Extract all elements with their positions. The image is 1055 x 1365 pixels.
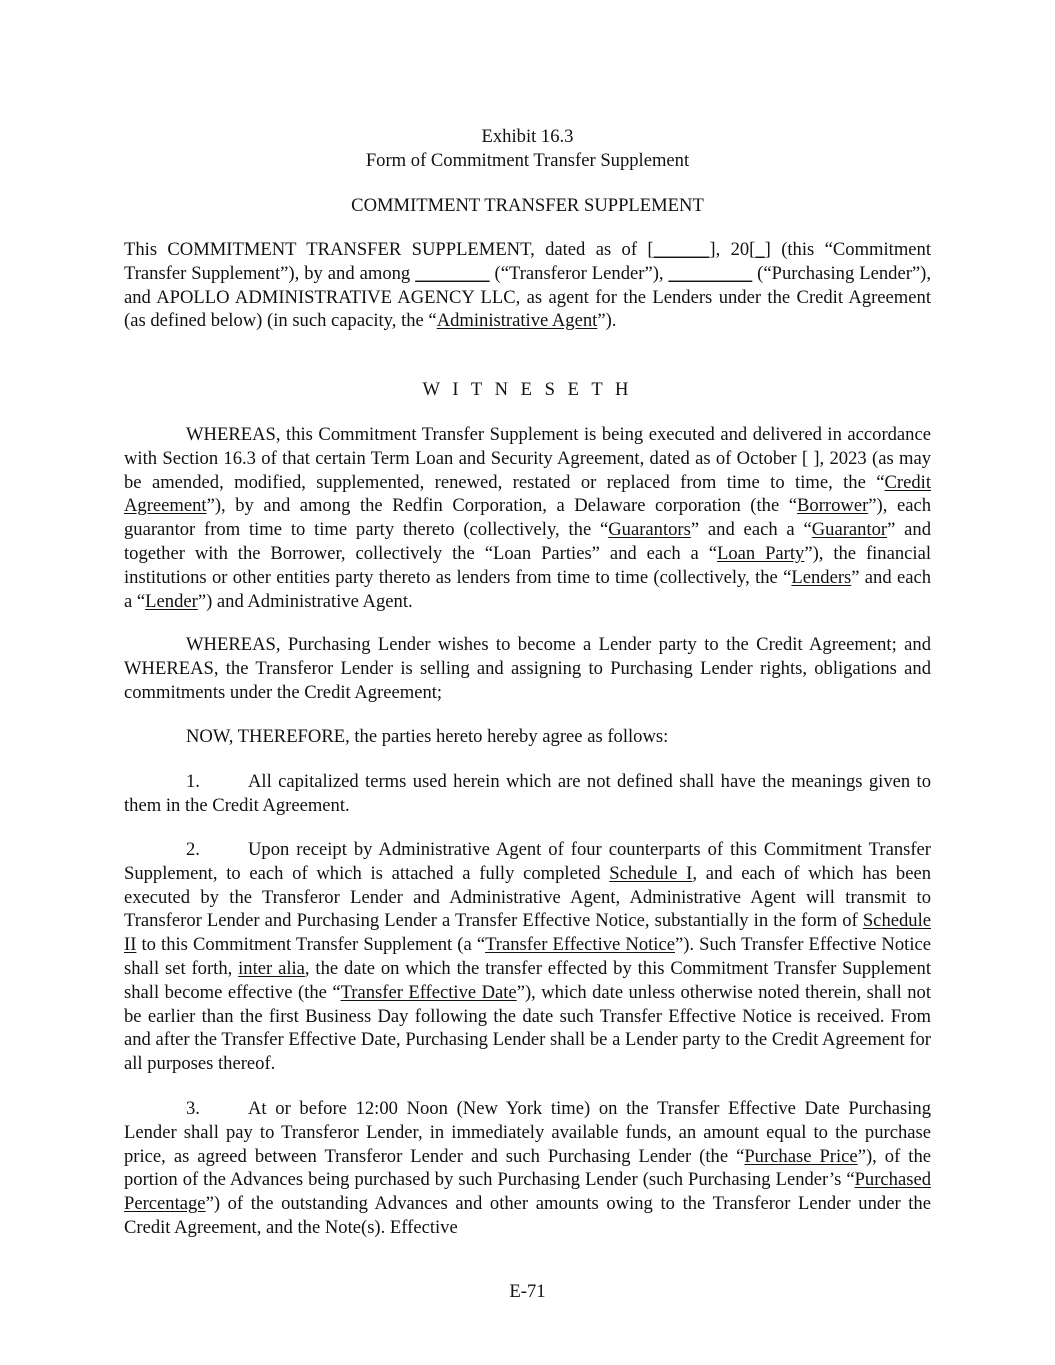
paragraph-text: ”) of the outstanding Advances and other amounts owing to the Transferor Lender under the Credit Agreement, and the Note(s). Effective: [124, 1193, 931, 1238]
year-blank: _: [755, 239, 765, 260]
paragraph-text: ”), the financial institutions or other entities party thereto as lenders from time to time (collectively, the “: [124, 542, 931, 588]
defined-term: Lender: [145, 590, 198, 612]
defined-term: Administrative Agent: [436, 310, 598, 332]
form-title: Form of Commitment Transfer Supplement: [365, 150, 690, 171]
paragraph-text: ” and each a “: [690, 519, 812, 541]
paragraph-text: to this Commitment Transfer Supplement (a “: [136, 934, 486, 956]
paragraph-text: NOW, THEREFORE, the parties hereto hereby agree as follows:: [186, 726, 669, 747]
item-number: 3.: [186, 1098, 200, 1119]
defined-term: Guarantors: [608, 519, 691, 541]
defined-term: Borrower: [797, 495, 869, 517]
witnesseth-heading: W I T N E S E T H: [422, 379, 633, 400]
whereas-paragraph-2: [124, 633, 931, 704]
now-therefore-paragraph: [124, 725, 931, 749]
document-title: COMMITMENT TRANSFER SUPPLEMENT: [351, 195, 704, 216]
paragraph-text: ”) and Administrative Agent.: [197, 590, 413, 612]
paragraph-text: ” and each a “: [124, 566, 932, 612]
numbered-item-1: [124, 770, 931, 818]
defined-term: Loan Party: [716, 542, 805, 564]
intro-text: ], 20[: [709, 239, 756, 260]
whereas-paragraph-1: [124, 423, 931, 613]
paragraph-text: , and each of which has been executed by the Transferor Lender and Administrative Agent, Administrative Agent will transmit to Transferor Lender and Purchasing Lender a Transfer Effective Notice, substantially in the form of: [124, 862, 932, 932]
intro-text: ”).: [597, 310, 617, 332]
purchaser-blank: _________: [668, 262, 753, 284]
item-number: 1.: [186, 771, 200, 792]
intro-text: (“Purchasing Lender”), and APOLLO ADMINISTRATIVE AGENCY LLC, as agent for the Lenders under the Credit Agreement (as defined below) (in such capacity, the “: [124, 262, 931, 332]
paragraph-text: WHEREAS, Purchasing Lender wishes to become a Lender party to the Credit Agreement; and WHEREAS, the Transferor Lender is selling and assigning to Purchasing Lender rights, obligations and commitments under the Credit Agreement;: [124, 634, 931, 703]
exhibit-label: Exhibit 16.3: [481, 126, 574, 147]
numbered-item-2: [124, 838, 931, 1076]
intro-text: This COMMITMENT TRANSFER SUPPLEMENT, dated as of [: [124, 239, 654, 260]
paragraph-text: WHEREAS, this Commitment Transfer Supplement is being executed and delivered in accordance with Section 16.3 of that certain Term Loan and Security Agreement, dated as of October [ ], 2023 (as may be amended, modified, supplemented, renewed, restated or replaced from time to time, the “: [124, 424, 931, 493]
schedule-reference: Schedule II: [124, 910, 931, 956]
defined-term: Purchased Percentage: [124, 1169, 931, 1215]
date-blank: ______: [653, 239, 710, 260]
paragraph-text: ”), by and among the Redfin Corporation, a Delaware corporation (the “: [206, 495, 798, 517]
paragraph-text: ”), each guarantor from time to time party thereto (collectively, the “: [124, 495, 931, 541]
numbered-item-3: [124, 1097, 931, 1240]
paragraph-text: ”), which date unless otherwise noted therein, shall not be earlier than the first Business Day following the date such Transfer Effective Notice is received. From and after the Transfer Effective Date, Purchasing Lender shall be a Lender party to the Credit Agreement for all purposes thereof.: [124, 981, 931, 1075]
paragraph-text: , the date on which the transfer effected by this Commitment Transfer Supplement shall become effective (the “: [124, 957, 931, 1003]
defined-term: Lenders: [791, 566, 852, 588]
latin-term: inter alia: [238, 957, 305, 979]
paragraph-text: All capitalized terms used herein which are not defined shall have the meanings given to them in the Credit Agreement.: [124, 771, 931, 816]
paragraph-text: Upon receipt by Administrative Agent of four counterparts of this Commitment Transfer Supplement, to each of which is attached a fully completed: [124, 839, 931, 884]
paragraph-text: ” and together with the Borrower, collectively the “Loan Parties” and each a “: [124, 519, 931, 564]
paragraph-text: At or before 12:00 Noon (New York time) on the Transfer Effective Date Purchasing Lender shall pay to Transferor Lender, in immediately available funds, an amount equal to the purchase price, as agreed between Transferor Lender and such Purchasing Lender (the “: [124, 1098, 931, 1167]
paragraph-text: ”), of the portion of the Advances being purchased by such Purchasing Lender (such Purchasing Lender’s “: [124, 1145, 931, 1191]
defined-term: Purchase Price: [744, 1145, 858, 1167]
paragraph-text: ”). Such Transfer Effective Notice shall set forth,: [124, 934, 931, 979]
intro-text: (“Transferor Lender”),: [489, 262, 669, 284]
defined-term: Credit Agreement: [124, 471, 931, 517]
schedule-reference: Schedule I: [609, 862, 693, 884]
defined-term: Transfer Effective Date: [340, 981, 517, 1003]
transferor-blank: ________: [415, 262, 490, 284]
defined-term: Transfer Effective Notice: [485, 934, 675, 956]
defined-term: Guarantor: [811, 519, 888, 541]
item-number: 2.: [186, 839, 200, 860]
intro-paragraph: [124, 238, 931, 333]
intro-text: ] (this “Commitment Transfer Supplement”), by and among: [124, 239, 931, 284]
page-number: E-71: [509, 1281, 546, 1302]
